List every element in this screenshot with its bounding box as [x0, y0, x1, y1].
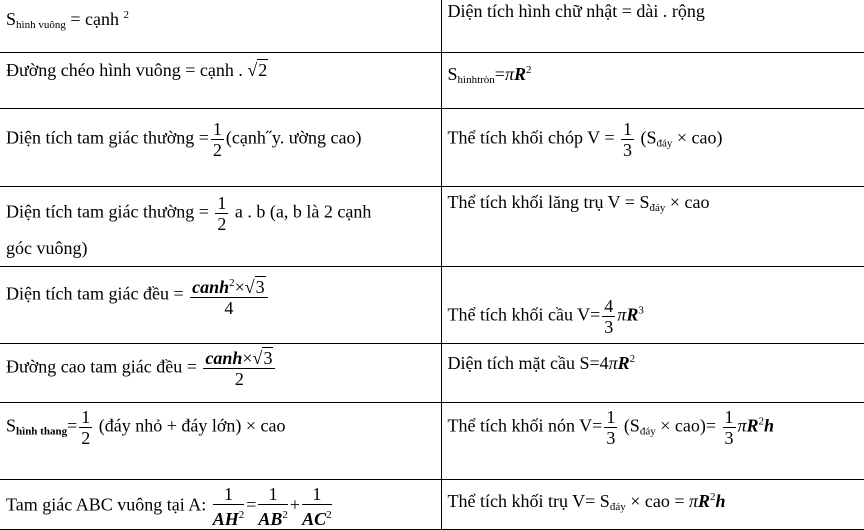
- formula-text: Diện tích tam giác thường =: [6, 201, 214, 222]
- formula-superscript: 2: [229, 277, 235, 289]
- fraction: [215, 193, 228, 234]
- formula-text: Diện tích tam giác thường =: [6, 127, 209, 148]
- fraction: [723, 407, 736, 448]
- fraction: [302, 484, 332, 529]
- fraction-numerator: 1: [302, 484, 332, 505]
- formula-subscript: đáy: [656, 137, 673, 150]
- fraction: [604, 407, 617, 448]
- fraction-numerator: 4: [604, 296, 614, 316]
- pi-symbol: π: [737, 415, 747, 436]
- table-row: [0, 187, 864, 267]
- formula-sphere-surface: [441, 344, 864, 403]
- formula-rectangle-area: [441, 0, 864, 53]
- formula-triangle-area: [0, 109, 441, 187]
- radicand: 2: [258, 60, 268, 80]
- formula-text: Tam giác ABC vuông tại A:: [6, 494, 211, 515]
- fraction-denominator: 3: [724, 428, 734, 448]
- formula-text: Thể tích khối trụ V= S: [447, 491, 610, 511]
- fraction-denominator: [302, 505, 332, 529]
- radicand: 3: [255, 277, 265, 297]
- formula-variable: R: [746, 415, 759, 436]
- formula-right-triangle-area: [0, 187, 441, 267]
- formula-variable: h: [715, 491, 726, 511]
- formula-text: × cao)=: [655, 415, 721, 436]
- formula-text: ×: [242, 348, 253, 368]
- formula-variable: R: [513, 64, 526, 84]
- formula-sphere-volume: [441, 267, 864, 344]
- formula-equilateral-height: [0, 344, 441, 403]
- fraction-denominator: 3: [604, 317, 614, 337]
- fraction: [190, 273, 268, 318]
- fraction-denominator: 4: [224, 298, 234, 318]
- formula-variable: R: [626, 304, 639, 325]
- formula-superscript: 2: [710, 491, 716, 503]
- fraction-numerator: 1: [622, 119, 632, 139]
- formula-text: Thể tích khối chóp V =: [447, 127, 619, 148]
- fraction-numerator: 1: [724, 407, 734, 427]
- pi-symbol: π: [504, 64, 514, 84]
- formula-prism-volume: [441, 187, 864, 267]
- formula-text: Thể tích khối lăng trụ V = S: [447, 192, 650, 212]
- fraction-numerator: 1: [212, 119, 222, 139]
- fraction-denominator: 2: [212, 140, 222, 160]
- table-row: [0, 267, 864, 344]
- pi-symbol: π: [617, 304, 627, 325]
- formula-text: =: [246, 494, 257, 515]
- formula-text: × cao): [672, 127, 723, 148]
- fraction-denominator: 2: [217, 214, 227, 234]
- fraction: [258, 484, 288, 529]
- formula-variable: R: [698, 491, 711, 511]
- formula-text: Diện tích mặt cầu S=4: [447, 353, 609, 373]
- fraction-denominator: 3: [606, 428, 616, 448]
- formula-text: × cao =: [625, 491, 689, 511]
- formula-text: = cạnh: [65, 9, 124, 29]
- formula-square-area: [0, 0, 441, 53]
- formula-variable: canh: [205, 348, 243, 368]
- formula-text: Thể tích khối nón V=: [447, 415, 603, 436]
- radicand: 3: [263, 348, 273, 368]
- formula-pyramid-volume: [441, 109, 864, 187]
- formula-cone-volume: [441, 403, 864, 480]
- formula-text: Đường cao tam giác đều =: [6, 356, 202, 377]
- fraction-denominator: 2: [81, 428, 91, 448]
- table-row: [0, 109, 864, 187]
- formula-right-triangle-altitude: [0, 480, 441, 530]
- fraction-numerator: [190, 273, 268, 298]
- formula-variable: h: [764, 415, 775, 436]
- formula-text: S: [447, 64, 458, 84]
- sqrt-symbol: √3: [252, 348, 273, 368]
- formula-subscript: hìnhtròn: [457, 74, 495, 86]
- fraction: [621, 119, 634, 160]
- formula-text: S: [6, 415, 17, 436]
- formula-text: (đáy nhỏ + đáy lớn) × cao: [94, 415, 286, 436]
- formula-text: +: [289, 494, 301, 515]
- formula-equilateral-area: [0, 267, 441, 344]
- fraction-numerator: 1: [81, 407, 91, 427]
- table-row: [0, 403, 864, 480]
- formula-variable: AB: [258, 509, 283, 529]
- pi-symbol: π: [688, 491, 699, 511]
- formula-superscript: 2: [123, 9, 129, 21]
- formula-text: (cạnh˝y. ường cao): [225, 127, 362, 148]
- formula-text: =: [494, 64, 505, 84]
- pi-symbol: π: [608, 353, 618, 373]
- formula-cylinder-volume: [441, 480, 864, 530]
- formula-subscript: hình thang: [16, 425, 68, 438]
- table-row: [0, 344, 864, 403]
- fraction: [602, 296, 615, 337]
- formula-superscript: 2: [629, 353, 636, 365]
- table-row: [0, 0, 864, 53]
- formula-text: (S: [619, 415, 640, 436]
- formula-text: a . b (a, b là 2 cạnh: [230, 201, 372, 222]
- formula-superscript: 2: [282, 509, 288, 521]
- fraction-numerator: 1: [606, 407, 616, 427]
- sqrt-symbol: √3: [244, 277, 265, 297]
- formula-superscript: 3: [638, 304, 644, 317]
- formula-variable: AC: [302, 509, 327, 529]
- fraction-denominator: 2: [234, 369, 244, 389]
- formula-trapezoid-area: [0, 403, 441, 480]
- fraction: [79, 407, 92, 448]
- formula-subscript: đáy: [649, 202, 666, 214]
- formula-text: (S: [635, 127, 657, 148]
- formula-text: × cao: [665, 192, 710, 212]
- formula-variable: AH: [212, 509, 239, 529]
- fraction-numerator: 1: [213, 484, 245, 505]
- formula-superscript: 2: [758, 415, 765, 428]
- table-row: [0, 53, 864, 109]
- formula-text: S: [6, 9, 17, 29]
- fraction: [213, 484, 245, 529]
- formula-text: Thể tích khối cầu V=: [447, 304, 601, 325]
- formula-superscript: 2: [326, 509, 332, 521]
- formula-subscript: hình vuông: [16, 19, 66, 31]
- formula-subscript: đáy: [639, 425, 656, 438]
- fraction: [203, 348, 275, 389]
- formula-text: góc vuông): [6, 238, 88, 258]
- formula-superscript: 2: [526, 64, 532, 76]
- formula-subscript: đáy: [609, 501, 626, 513]
- sqrt-symbol: √2: [247, 60, 268, 80]
- table-row: [0, 480, 864, 530]
- formula-text: ×: [234, 277, 245, 297]
- formula-variable: canh: [192, 277, 230, 297]
- fraction-numerator: 1: [217, 193, 227, 213]
- fraction-denominator: 3: [622, 140, 632, 160]
- fraction-numerator: 1: [258, 484, 288, 505]
- formula-text: Diện tích tam giác đều =: [6, 283, 189, 304]
- fraction-denominator: [213, 505, 245, 529]
- formula-superscript: 2: [238, 509, 245, 521]
- formula-variable: R: [617, 353, 630, 373]
- formula-text: Diện tích hình chữ nhật = dài . rộng: [447, 1, 705, 21]
- formula-circle-area: [441, 53, 864, 109]
- fraction: [211, 119, 224, 160]
- fraction-numerator: [203, 348, 275, 369]
- formula-text: =: [67, 415, 78, 436]
- fraction-denominator: [258, 505, 288, 529]
- formula-text: Đường chéo hình vuông = cạnh .: [6, 60, 248, 80]
- formula-square-diagonal: [0, 53, 441, 109]
